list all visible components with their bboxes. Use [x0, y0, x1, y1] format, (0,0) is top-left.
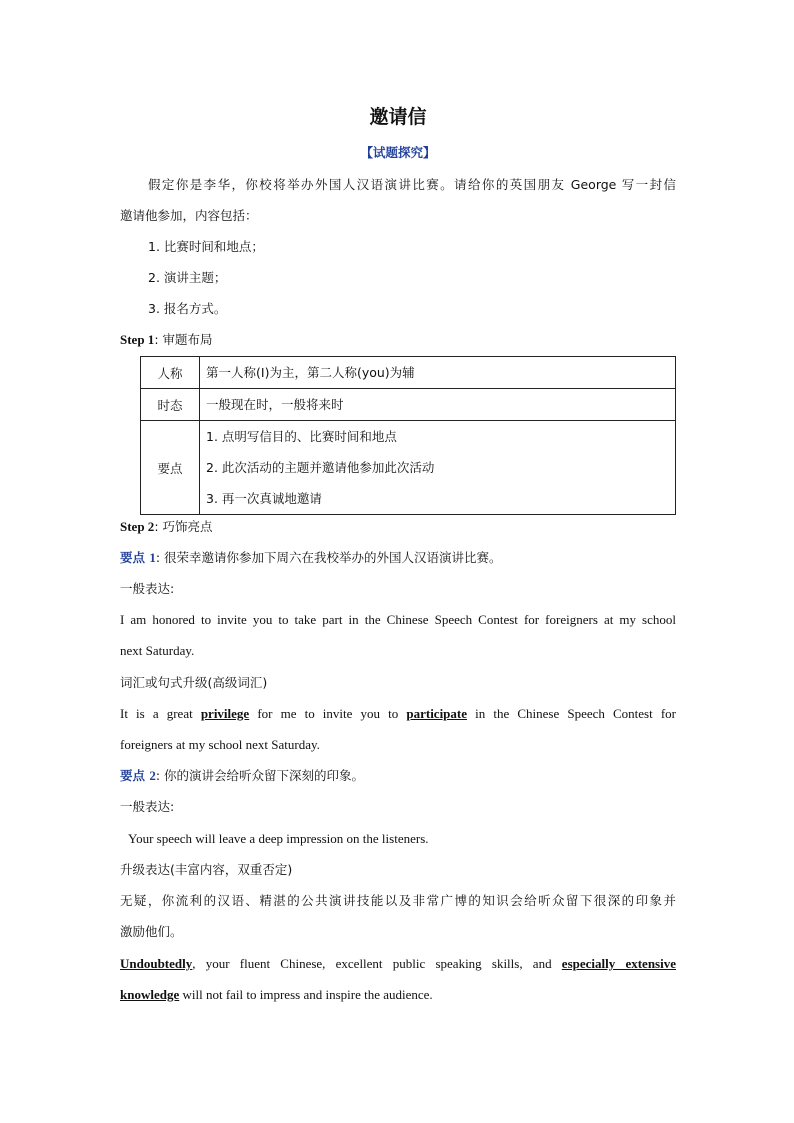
prompt-line-1: 假定你是李华，你校将举办外国人汉语演讲比赛。请给你的英国朋友 George 写一封信	[148, 177, 676, 192]
point2-cn-line-2: 激励他们。	[120, 924, 183, 939]
section-tag: 【试题探究】	[360, 145, 436, 160]
upgrade-text: in the Chinese Speech Contest for	[467, 706, 676, 721]
table-value: 1. 点明写信目的、比赛时间和地点	[206, 429, 397, 444]
page-title: 邀请信	[369, 106, 427, 128]
step2-heading	[120, 517, 213, 538]
upgrade-text: It is a great	[120, 706, 201, 721]
table-value-cell	[200, 389, 676, 421]
table-row	[141, 389, 676, 421]
point1-general-line-2: next Saturday.	[120, 643, 195, 658]
point2-number: 2	[149, 768, 156, 783]
point2-general-label: 一般表达:	[120, 799, 175, 814]
step1-text: : 审题布局	[154, 332, 213, 347]
point2-general-line: Your speech will leave a deep impression on the listeners.	[128, 831, 429, 846]
point1-upgrade-line-1	[120, 704, 676, 724]
point1-text: : 很荣幸邀请你参加下周六在我校举办的外国人汉语演讲比赛。	[155, 550, 502, 565]
prompt-line-2: 邀请他参加，内容包括：	[120, 208, 258, 223]
point1-heading	[120, 548, 502, 568]
table-row	[141, 357, 676, 389]
step1-label: Step 1	[120, 332, 155, 347]
plan-table	[140, 356, 676, 515]
table-value: 一般现在时，一般将来时	[206, 397, 344, 412]
point1-number: 1	[149, 550, 156, 565]
keyword-privilege: privilege	[200, 706, 250, 721]
table-key-cell: 要点	[141, 421, 200, 515]
point1-upgrade-label: 词汇或句式升级(高级词汇)	[120, 675, 268, 690]
point2-label: 要点	[120, 768, 150, 783]
table-value: 第一人称(I)为主，第二人称(you)为辅	[206, 365, 415, 380]
prompt-item-2: 2. 演讲主题；	[148, 270, 227, 285]
keyword-especially-extensive: especially extensive	[561, 956, 676, 971]
keyword-participate: participate	[406, 706, 468, 721]
step2-text: : 巧饰亮点	[154, 519, 213, 534]
table-row	[141, 421, 676, 515]
prompt-item-3: 3. 报名方式。	[148, 301, 227, 316]
point2-cn-line-1: 无疑，你流利的汉语、精湛的公共演讲技能以及非常广博的知识会给听众留下很深的印象并	[120, 893, 676, 908]
point2-upgrade-label: 升级表达(丰富内容，双重否定)	[120, 862, 293, 877]
table-value: 2. 此次活动的主题并邀请他参加此次活动	[206, 460, 435, 475]
keyword-knowledge: knowledge	[120, 987, 180, 1002]
point1-upgrade-line-2: foreigners at my school next Saturday.	[120, 737, 320, 752]
prompt-item-1: 1. 比赛时间和地点；	[148, 239, 264, 254]
point2-heading	[120, 766, 364, 786]
upgrade-text: for me to invite you to	[249, 706, 407, 721]
table-value-cell	[200, 357, 676, 389]
table-value: 3. 再一次真诚地邀请	[206, 491, 322, 506]
point1-general-line-1: I am honored to invite you to take part in the Chinese Speech Contest for foreigners at my school	[120, 612, 676, 627]
point2-text: : 你的演讲会给听众留下深刻的印象。	[155, 768, 365, 783]
point2-en-line-1	[120, 954, 676, 974]
step2-label: Step 2	[120, 519, 155, 534]
step1-heading	[120, 330, 213, 351]
upgrade-text: , your fluent Chinese, excellent public speaking skills, and	[192, 956, 562, 971]
keyword-undoubtedly: Undoubtedly	[120, 956, 193, 971]
table-key-cell: 时态	[141, 389, 200, 421]
table-value-cell	[200, 421, 676, 515]
upgrade-text: will not fail to impress and inspire the audience.	[179, 987, 433, 1002]
point1-general-label: 一般表达:	[120, 581, 175, 596]
point2-en-line-2	[120, 985, 433, 1005]
table-key-cell: 人称	[141, 357, 200, 389]
point1-label: 要点	[120, 550, 150, 565]
